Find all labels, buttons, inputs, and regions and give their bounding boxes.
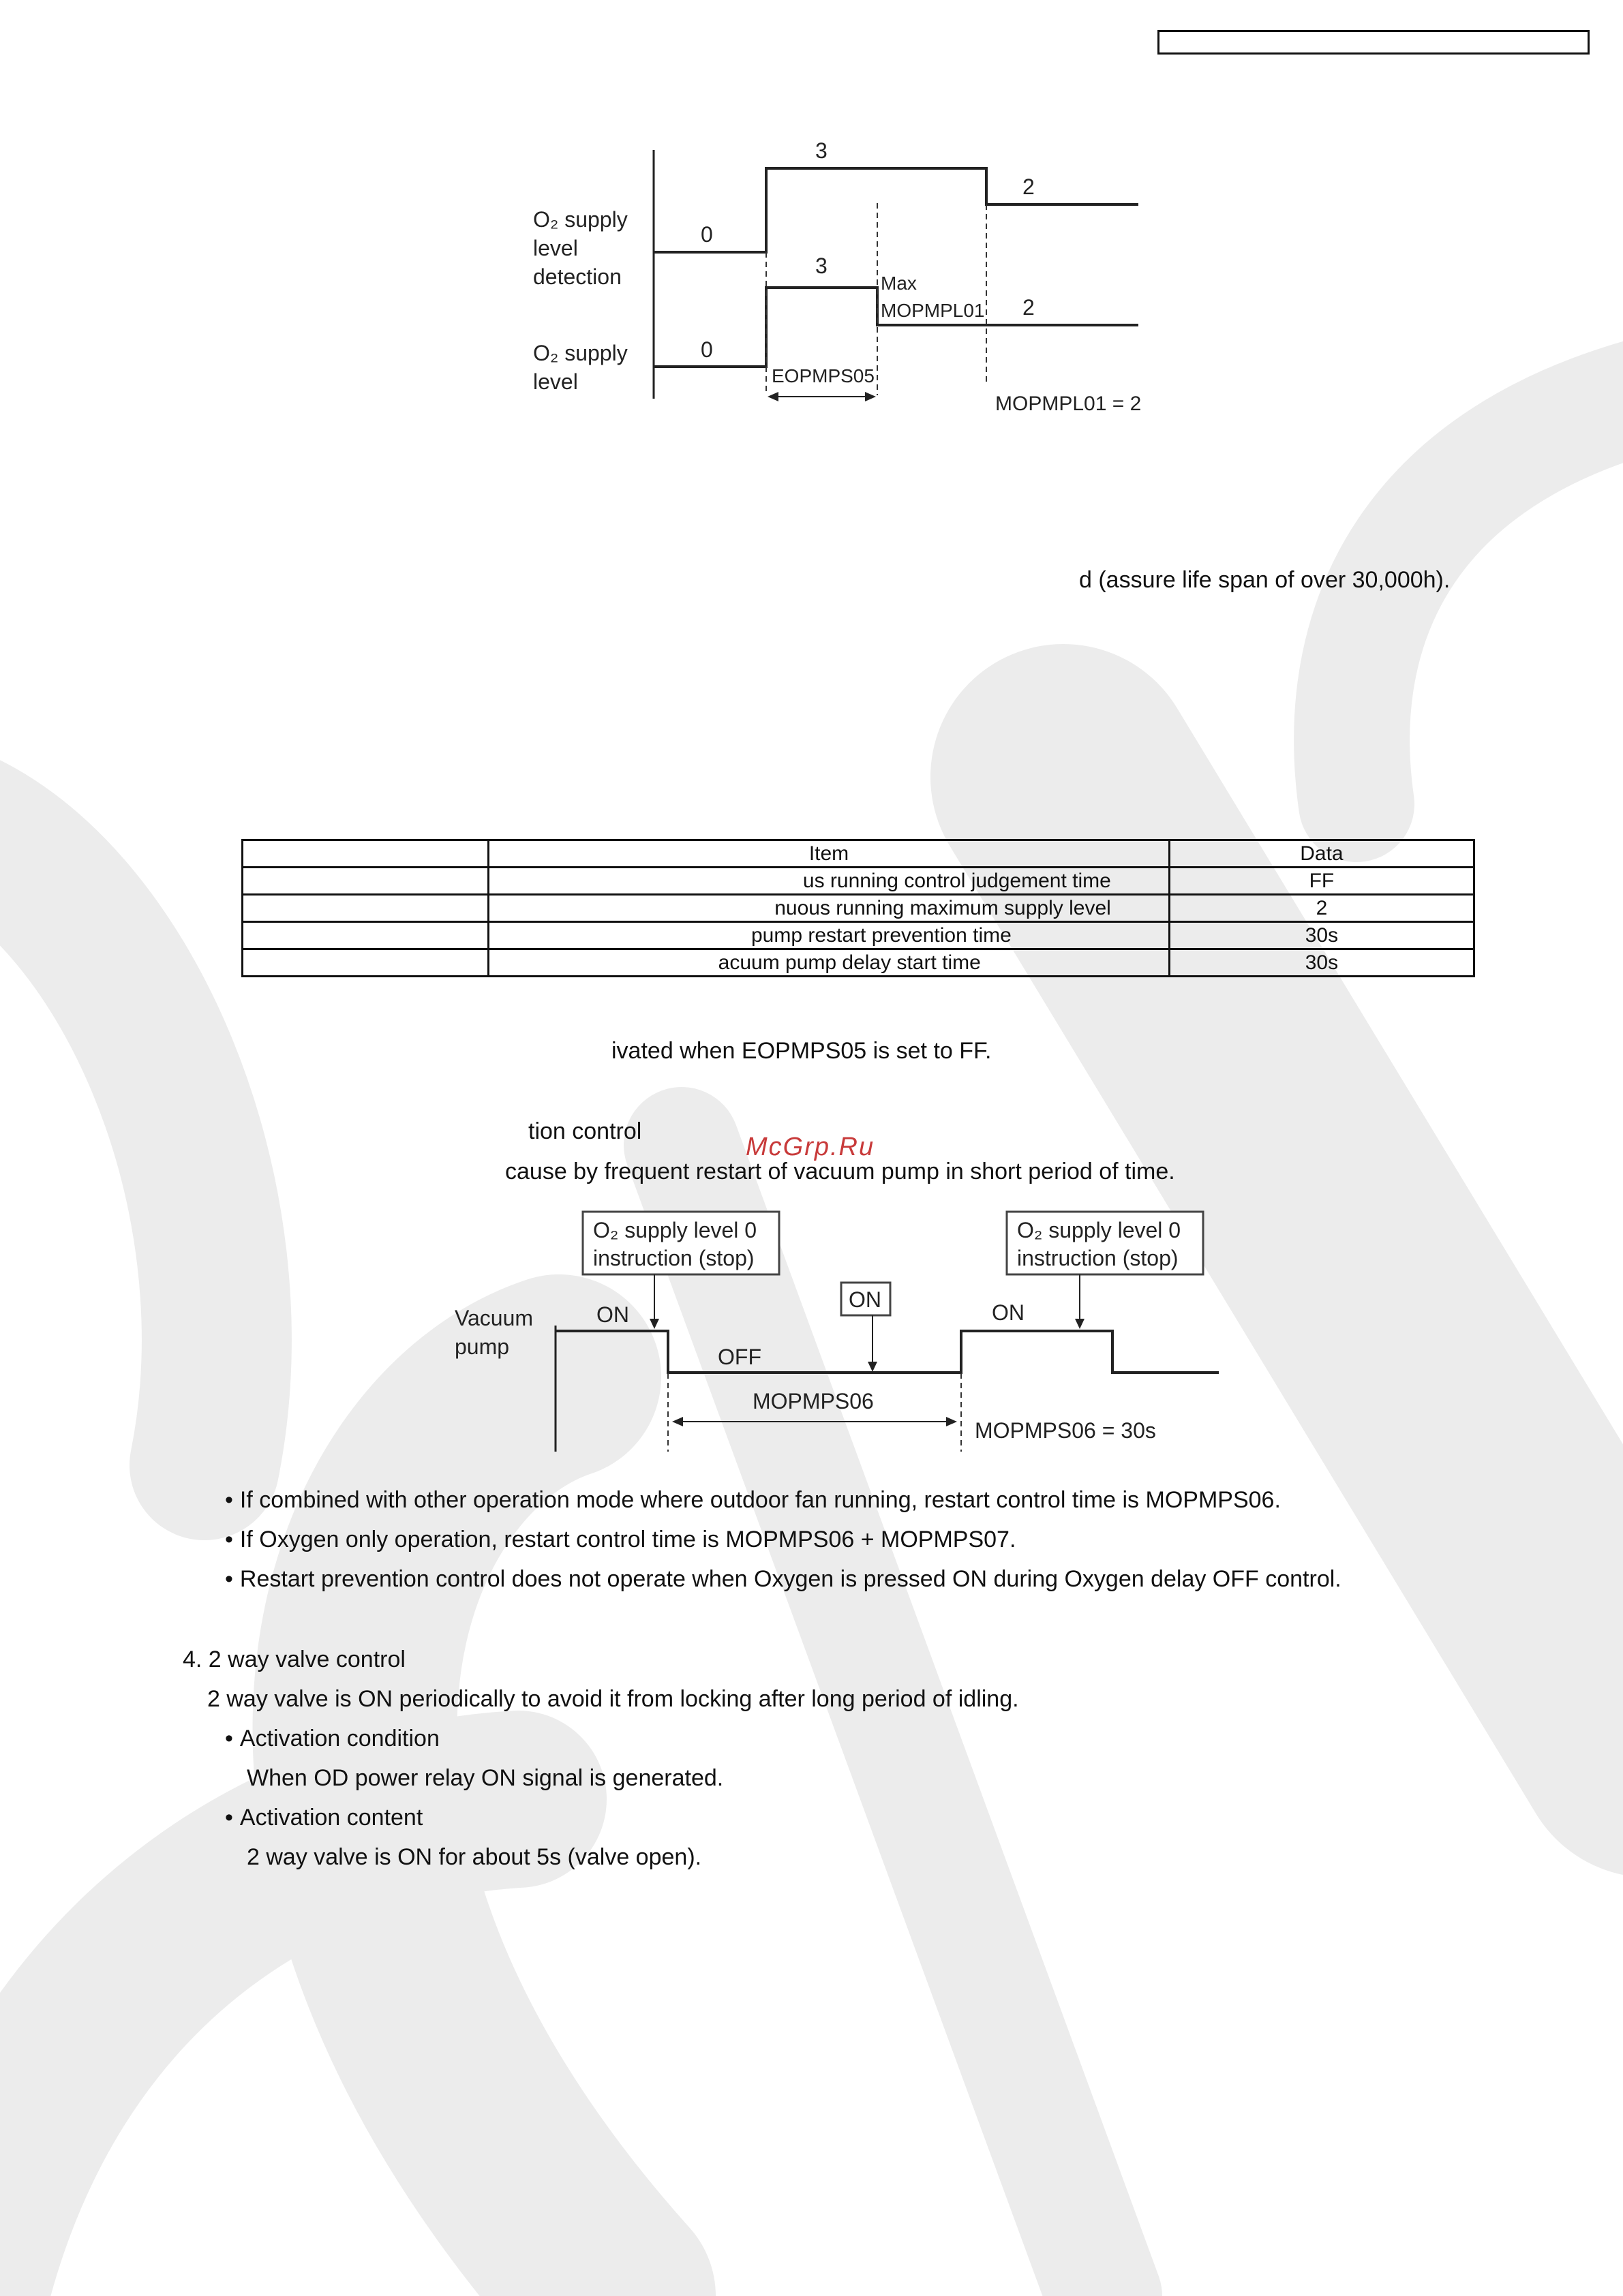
bullet-item: • If Oxygen only operation, restart control time is MOPMPS06 + MOPMPS07.: [225, 1526, 1016, 1553]
arrowhead-stop-left: [650, 1319, 659, 1329]
eopmps05-label: EOPMPS05: [772, 365, 875, 386]
eopmps05-arrowhead-right: [865, 392, 876, 401]
detection-label-line2: level: [533, 236, 578, 260]
mopmpl01-equation: MOPMPL01 = 2: [995, 393, 1142, 415]
level-label-line1: O₂ supply: [533, 341, 628, 365]
eopmps05-arrowhead-left: [768, 392, 778, 401]
activation-content-text: 2 way valve is ON for about 5s (valve open).: [247, 1844, 702, 1870]
box-right-line2: instruction (stop): [1017, 1246, 1179, 1270]
level-value-3: 3: [815, 254, 828, 278]
table-cell-data: 30s: [1169, 922, 1474, 949]
table-cell-data: 30s: [1169, 949, 1474, 977]
max-label: Max: [881, 273, 917, 294]
table-cell-data: 2: [1169, 895, 1474, 922]
on-instruction-label: ON: [849, 1287, 881, 1312]
table-row: [243, 922, 1474, 949]
header-box: [1157, 30, 1590, 55]
table-row: [243, 895, 1474, 922]
table-cell: [243, 922, 489, 949]
lifespan-text: d (assure life span of over 30,000h).: [1079, 567, 1451, 593]
on-label-1: ON: [596, 1302, 629, 1327]
bullet-item: • If combined with other operation mode where outdoor fan running, restart control time is MOPMPS06.: [225, 1486, 1281, 1514]
arrowhead-on: [868, 1362, 877, 1372]
supply-level-timing-diagram: [518, 129, 1172, 429]
table-row: [243, 868, 1474, 895]
table-cell-item: nuous running maximum supply level: [489, 895, 1170, 922]
pump-signal-line: [556, 1331, 1219, 1373]
pump-label-line1: Vacuum: [455, 1306, 534, 1330]
table-header-item: Item: [489, 840, 1170, 868]
table-cell-item: pump restart prevention time: [489, 922, 1170, 949]
detection-signal-line: [654, 168, 1138, 252]
arrowhead-stop-right: [1075, 1319, 1084, 1329]
table-cell: [243, 840, 489, 868]
level-value-0: 0: [701, 337, 713, 362]
section-description: cause by frequent restart of vacuum pump in short period of time.: [505, 1159, 1175, 1184]
bullet-item: • Restart prevention control does not operate when Oxygen is pressed ON during Oxygen delay OFF control.: [225, 1565, 1341, 1593]
mopmps06-arrowhead-right: [946, 1417, 957, 1426]
mopmpl01-label: MOPMPL01: [881, 300, 985, 321]
table-row: [243, 949, 1474, 977]
mopmps06-equation: MOPMPS06 = 30s: [975, 1418, 1156, 1443]
vacuum-pump-timing-diagram: [443, 1203, 1234, 1465]
mopmps06-label: MOPMPS06: [753, 1389, 874, 1413]
level-value-2: 2: [1022, 295, 1035, 320]
table-cell: [243, 895, 489, 922]
mopmps06-arrowhead-left: [672, 1417, 683, 1426]
detection-value-3: 3: [815, 138, 828, 163]
box-right-line1: O₂ supply level 0: [1017, 1218, 1181, 1242]
activation-condition-text: When OD power relay ON signal is generated.: [247, 1765, 724, 1791]
table-cell-item: acuum pump delay start time: [489, 949, 1170, 977]
parameter-table: [241, 839, 1475, 977]
level-label-line2: level: [533, 369, 578, 394]
detection-label-line1: O₂ supply: [533, 207, 628, 232]
site-watermark-text: McGrp.Ru: [746, 1133, 875, 1161]
table-cell-data: FF: [1169, 868, 1474, 895]
pump-label-line2: pump: [455, 1334, 510, 1359]
activation-condition-title: • Activation condition: [225, 1725, 440, 1752]
table-cell: [243, 868, 489, 895]
off-label: OFF: [718, 1345, 761, 1369]
detection-value-2: 2: [1022, 174, 1035, 199]
activated-note: ivated when EOPMPS05 is set to FF.: [611, 1038, 992, 1064]
section4-title: 4. 2 way valve control: [183, 1647, 406, 1672]
detection-value-0: 0: [701, 222, 713, 247]
table-header-row: [243, 840, 1474, 868]
detection-label-line3: detection: [533, 264, 622, 289]
table-cell-item: us running control judgement time: [489, 868, 1170, 895]
activation-content-title: • Activation content: [225, 1804, 423, 1831]
table-header-data: Data: [1169, 840, 1474, 868]
section4-description: 2 way valve is ON periodically to avoid it from locking after long period of idling.: [207, 1686, 1019, 1712]
on-label-2: ON: [992, 1300, 1025, 1325]
box-left-line2: instruction (stop): [593, 1246, 755, 1270]
section-title: tion control: [528, 1118, 642, 1144]
table-cell: [243, 949, 489, 977]
box-left-line1: O₂ supply level 0: [593, 1218, 757, 1242]
